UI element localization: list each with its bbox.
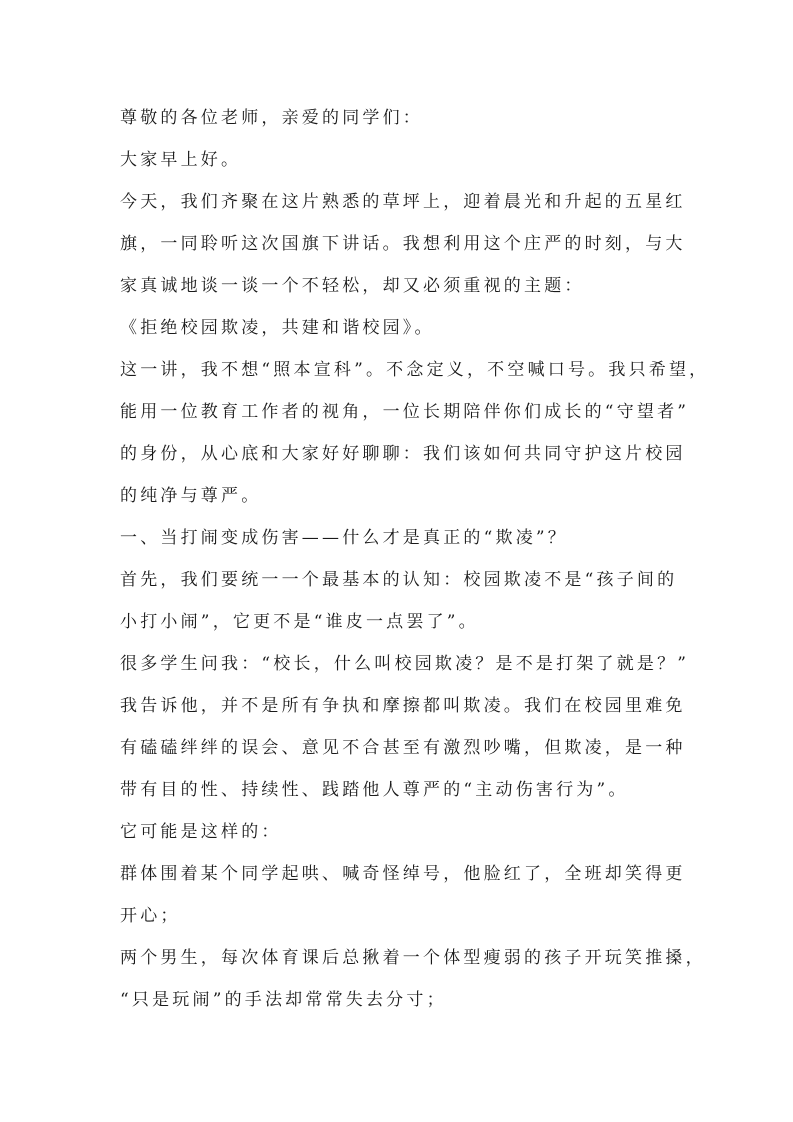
paragraph-line: 我告诉他，并不是所有争执和摩擦都叫欺凌。我们在校园里难免: [120, 696, 686, 716]
document-body: [120, 104, 710, 1028]
paragraph-line: 很多学生问我：“校长，什么叫校园欺凌？是不是打架了就是？”: [120, 654, 690, 674]
paragraph-line: 旗，一同聆听这次国旗下讲话。我想利用这个庄严的时刻，与大: [120, 234, 686, 254]
paragraph-line: 它可能是这样的：: [120, 822, 282, 842]
paragraph-line: 群体围着某个同学起哄、喊奇怪绰号，他脸红了，全班却笑得更: [120, 864, 686, 884]
speech-title: 《拒绝校园欺凌，共建和谐校园》。: [120, 318, 435, 338]
greeting: 大家早上好。: [120, 150, 242, 170]
paragraph-line: 小打小闹”，它更不是“谁皮一点罢了”。: [120, 612, 479, 632]
paragraph-line: 能用一位教育工作者的视角，一位长期陪伴你们成长的“守望者”: [120, 402, 690, 422]
salutation: 尊敬的各位老师，亲爱的同学们：: [120, 108, 423, 128]
paragraph-line: 今天，我们齐聚在这片熟悉的草坪上，迎着晨光和升起的五星红: [120, 192, 686, 212]
paragraph-line: “只是玩闹”的手法却常常失去分寸；: [120, 990, 447, 1010]
paragraph-line: 家真诚地谈一谈一个不轻松，却又必须重视的主题：: [120, 276, 585, 296]
paragraph-line: 首先，我们要统一一个最基本的认知：校园欺凌不是“孩子间的: [120, 570, 678, 590]
paragraph-line: 有磕磕绊绊的误会、意见不合甚至有激烈吵嘴，但欺凌，是一种: [120, 738, 686, 758]
paragraph-line: 的纯净与尊严。: [120, 486, 262, 506]
paragraph-line: 这一讲，我不想“照本宣科”。不念定义，不空喊口号。我只希望，: [120, 360, 710, 380]
paragraph-line: 带有目的性、持续性、践踏他人尊严的“主动伤害行为”。: [120, 780, 629, 800]
paragraph-line: 开心；: [120, 906, 181, 926]
paragraph-line: 两个男生，每次体育课后总揪着一个体型瘦弱的孩子开玩笑推搡，: [120, 948, 706, 968]
section-heading: 一、当打闹变成伤害——什么才是真正的“欺凌”？: [120, 528, 568, 548]
paragraph-line: 的身份，从心底和大家好好聊聊：我们该如何共同守护这片校园: [120, 444, 686, 464]
